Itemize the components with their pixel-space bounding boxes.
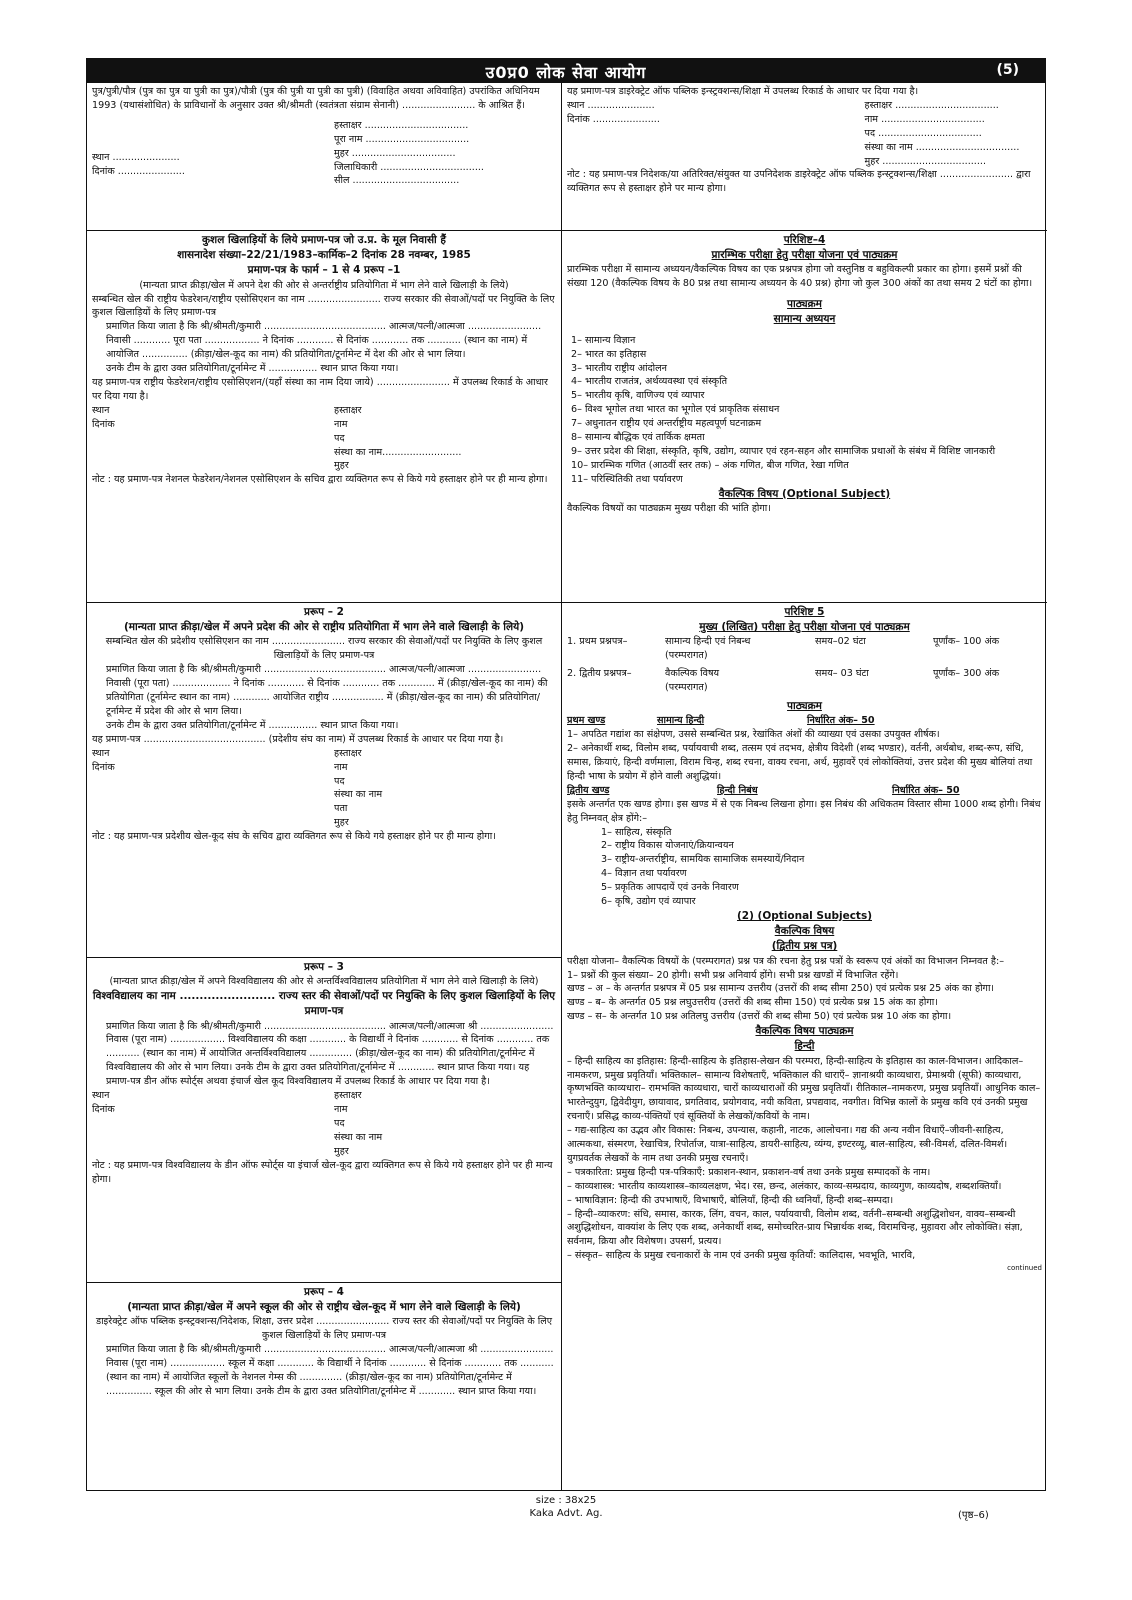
sig-line: मुहर	[334, 460, 349, 472]
list-item: 1– साहित्य, संस्कृति	[601, 826, 672, 838]
paper-subject-sub: (परम्परागत)	[665, 650, 708, 662]
signature-block	[805, 99, 1043, 169]
list-item: 6– विश्व भूगोल तथा भारत का भूगोल एवं प्राकृतिक संसाधन	[571, 404, 780, 416]
page-number: (5)	[996, 62, 1019, 78]
sig-line: हस्ताक्षर ..................................	[334, 119, 469, 131]
part-title: प्रथम खण्ड	[567, 715, 606, 727]
paragraph: प्रमाणित किया जाता है कि श्री/श्रीमती/कुमारी ........................................ आत्मज/पत्नी/आत्मजा ........................ निवासी ............ पूरा पता .................. ने दिनांक ............ से दिनांक ............ तक ........... (स्थान का नाम) में आयोजित ............... (क्रीड़ा/खेल-कूद का नाम) की प्रतियोगिता/टूर्नामेन्ट में देश की ओर से भाग लिया।	[106, 321, 542, 361]
signature-block	[324, 404, 556, 474]
signature-block	[324, 1089, 556, 1159]
sig-line: पता	[334, 803, 348, 815]
paragraph: खण्ड – ब– के अन्तर्गत 05 प्रश्न लघुउत्तरीय (उत्तरों की शब्द सीमा 150) एवं प्रत्येक प्रश्न 15 अंक का होगा।	[567, 997, 938, 1009]
place-label: स्थान	[92, 747, 110, 759]
sig-line: संस्था का नाम	[334, 789, 383, 801]
section-heading: प्ररूप – 2	[304, 606, 344, 618]
part-heading-row	[567, 784, 1042, 798]
list-item: 4– भारतीय राजतंत्र, अर्थव्यवस्था एवं संस्कृति	[571, 376, 728, 388]
list-item: 9– उत्तर प्रदेश की शिक्षा, संस्कृति, कृषि, उद्योग, व्यापार एवं रहन-सहन और सामाजिक प्रथाओं के संबंध में विशिष्ट जानकारी	[571, 445, 996, 457]
date-label: दिनांक	[92, 761, 115, 773]
page	[86, 58, 1046, 1491]
paragraph: प्रमाणित किया जाता है कि श्री/श्रीमती/कुमारी ........................................ आत्मज/पत्नी/आत्मजा ........................ निवासी (पूरा पता) ................... ने दिनांक ............ से दिनांक ............ तक ............ में (क्रीड़ा/खेल-कूद का नाम) की प्रतियोगिता (टूर्नामेन्ट स्थान का नाम) ............ आयोजित राष्ट्रीय ................. में (क्रीड़ा/खेल-कूद का नाम) की प्रतियोगिता/टूर्नामेन्ट में प्रदेश की ओर से भाग लिया।	[106, 664, 548, 717]
paragraph: सम्बन्धित खेल की राष्ट्रीय फेडरेशन/राष्ट्रीय एसोसिएशन का नाम ........................ राज्य सरकार की सेवाओं/पदों पर नियुक्ति के लिए कुशल खिलाड़ियों के लिए प्रमाण-पत्र	[92, 293, 555, 319]
paper-subject	[665, 667, 815, 695]
paper-marks: पूर्णांक– 300 अंक	[933, 668, 1000, 680]
place-label: स्थान ......................	[92, 151, 180, 163]
section-heading: पाठ्यक्रम	[787, 700, 822, 713]
sig-line: नाम	[334, 418, 348, 430]
school-certificate-signature-section	[562, 83, 1047, 231]
list-item: 8– सामान्य बौद्धिक एवं तार्किक क्षमता	[571, 432, 705, 444]
date-label: दिनांक ......................	[92, 165, 185, 177]
dependent-certificate-section	[87, 83, 561, 231]
paragraph: – हिन्दी साहित्य का इतिहास: हिन्दी-साहित्य के इतिहास-लेखन की परम्परा, हिन्दी-साहित्य के इतिहास का काल-विभाजन। आदिकाल– नामकरण, प्रमुख प्रवृतियाँ। भक्तिकाल– सामान्य विशेषताएँ, भक्तिकाल की धाराएँ– ज्ञानाश्रयी काव्यधारा, प्रेमाश्रयी (सूफी) काव्यधारा, कृष्णभक्ति काव्यधारा– रामभक्ति काव्यधारा, चारों काव्यधाराओं की प्रमुख प्रवृतियाँ। रीतिकाल–नामकरण, प्रमुख प्रवृतियाँ। आधुनिक काल– भारतेन्दुयुग, द्विवेदीयुग, छायावाद, प्रगतिवाद, प्रयोगवाद, नयी कविता, प्रपद्यवाद, नवगीत। विभिन्न कालों के प्रमुख कवि एवं उनकी प्रमुख रचनाएँ। प्रसिद्ध काव्य-पंक्तियों एवं सूक्तियों के लेखकों/कवियों के नाम।	[567, 1055, 1041, 1123]
section-heading: (मान्यता प्राप्त क्रीड़ा/खेल में अपने स्कूल की ओर से राष्ट्रीय खेल-कूद में भाग लेने वाले खिलाड़ी के लिये)	[127, 1301, 521, 1314]
signature-block	[324, 119, 556, 189]
list-item: 2– भारत का इतिहास	[571, 348, 647, 360]
paper-row	[567, 635, 1042, 663]
list-item: 7– अधुनातन राष्ट्रीय एवं अन्तर्राष्ट्रीय महत्वपूर्ण घटनाक्रम	[571, 418, 762, 430]
ad-size: size : 38x25	[535, 1495, 597, 1506]
list-item: 5– प्रकृतिक आपदायें एवं उनके निवारण	[601, 882, 739, 894]
paper-name: 2. द्वितीय प्रश्नपत्र–	[567, 668, 632, 680]
part-marks: निर्धारित अंक– 50	[807, 715, 875, 727]
sig-line: पूरा नाम ..................................	[334, 133, 470, 145]
section-heading: विश्वविद्यालय का नाम ........................ राज्य स्तर की सेवाओं/पदों पर नियुक्ति के लिए कुशल खिलाड़ियों के लिए प्रमाण-पत्र	[92, 990, 556, 1018]
section-heading: प्रमाण-पत्र के फार्म – 1 से 4 प्ररूप –1	[247, 264, 401, 277]
paragraph: 2– अनेकार्थी शब्द, विलोम शब्द, पर्यायवाची शब्द, तत्सम एवं तदभव, क्षेत्रीय विदेशी (शब्द भण्डार), वर्तनी, अर्थबोध, शब्द-रूप, संधि, समास, क्रियाएं, हिन्दी वर्णमाला, विराम चिन्ह, शब्द रचना, वाक्य रचना, अर्थ, मुहावरें एवं लोकोक्तियां, उत्तर प्रदेश की मुख्य बोलियां तथा हिन्दी भाषा के प्रयोग में होने वाली अशुद्धियां।	[567, 743, 1033, 782]
list-item: 11– परिस्थितिकी तथा पर्यावरण	[571, 473, 683, 485]
section-heading: (मान्यता प्राप्त क्रीड़ा/खेल में अपने प्रदेश की ओर से राष्ट्रीय प्रतियोगिता में भाग लेने वाले खिलाड़ी के लिये)	[123, 621, 525, 634]
sig-line: मुहर ..................................	[864, 155, 986, 167]
agency-name: Kaka Advt. Ag.	[529, 1508, 603, 1519]
paragraph: – काव्यशास्त्र: भारतीय काव्यशास्त्र–काव्यलक्षण, भेद। रस, छन्द, अलंकार, काव्य-सम्प्रदाय, काव्यगुण, काव्यदोष, शब्दशक्तियाँ।	[567, 1180, 1002, 1192]
section-heading: वैकल्पिक विषय	[774, 925, 835, 938]
section-heading: प्ररूप – 3	[304, 961, 344, 973]
sig-line: पद ..................................	[864, 127, 982, 139]
sig-line: हस्ताक्षर	[334, 747, 362, 759]
section-heading: हिन्दी	[794, 1040, 815, 1053]
form-4-section	[87, 1283, 561, 1490]
sig-line: हस्ताक्षर	[334, 404, 362, 416]
section-heading: प्ररूप – 4	[304, 1286, 344, 1298]
sig-line: सील ...................................	[334, 175, 460, 187]
paragraph: 1– प्रश्नों की कुल संख्या– 20 होगी। सभी प्रश्न अनिवार्य होंगे। सभी प्रश्न खण्डों में विभाजित रहेंगे।	[567, 969, 899, 981]
section-heading: पाठ्यक्रम	[787, 298, 822, 311]
paragraph: वैकल्पिक विषयों का पाठ्यक्रम मुख्य परीक्षा की भांति होगा।	[567, 502, 771, 514]
paper-subject	[665, 635, 815, 663]
sig-line: नाम ..................................	[864, 113, 985, 125]
paragraph: खण्ड – अ – के अन्तर्गत प्रश्नपत्र में 05 प्रश्न सामान्य उत्तरीय (उत्तरों की शब्द सीमा 250) एवं प्रत्येक प्रश्न 25 अंक का होगा।	[567, 983, 995, 995]
list-item: 6– कृषि, उद्योग एवं व्यापार	[601, 896, 696, 908]
list-item: 3– भारतीय राष्ट्रीय आंदोलन	[571, 362, 667, 374]
appendix-4-section	[562, 231, 1047, 603]
list-item: 3– राष्ट्रीय-अन्तर्राष्ट्रीय, सामयिक सामाजिक समस्यायें/निदान	[601, 854, 805, 866]
place-label: स्थान	[92, 1090, 110, 1102]
paragraph: – गद्य-साहित्य का उद्भव और विकास: निबन्ध, उपन्यास, कहानी, नाटक, आलोचना। गद्य की अन्य नवीन विधाएँ–जीवनी-साहित्य, आत्मकथा, संस्मरण, रेखाचित्र, रिपोर्ताज, यात्रा-साहित्य, डायरी-साहित्य, व्यंग्य, इण्टरव्यू, बाल-साहित्य, स्त्री-विमर्श, दलित-विमर्श। युगप्रवर्तक लेखकों के नाम तथा उनकी प्रमुख रचनाएँ।	[567, 1125, 1008, 1164]
essay-topics-list	[567, 826, 1042, 909]
sig-line: संस्था का नाम ..................................	[864, 141, 1020, 153]
date-label: दिनांक	[92, 418, 115, 430]
section-heading: वैकल्पिक विषय (Optional Subject)	[718, 487, 891, 500]
list-item: 1– सामान्य विज्ञान	[571, 334, 636, 346]
sig-line: पद	[334, 432, 345, 444]
paper-subject-text: वैकल्पिक विषय	[665, 668, 720, 680]
dependent-text: पुत्र/पुत्री/पौत्र (पुत्र का पुत्र या पुत्री का पुत्र)/पौत्री (पुत्र की पुत्री या पुत्री का पुत्री) (विवाहित अथवा अविवाहित) उपरांकित अधिनियम 1993 (यथासंशोधित) के प्राविधानों के अनुसार उक्त श्री/श्रीमती (स्वतंत्रता संग्राम सेनानी) ........................ के आश्रित हैं।	[92, 86, 540, 111]
paper-time: समय– 03 घंटा	[815, 668, 869, 680]
paragraph: खण्ड – स– के अन्तर्गत 10 प्रश्न अतिलघु उत्तरीय (उत्तरों की शब्द सीमा 50) एवं प्रत्येक प्रश्न 10 अंक का होगा।	[567, 1011, 952, 1023]
paragraph: – हिन्दी–व्याकरण: संधि, समास, कारक, लिंग, वचन, काल, पर्यायवाची, विलोम शब्द, वर्तनी–सम्बन्धी अशुद्धिशोधन, वाक्य–सम्बन्धी अशुद्धिशोधन, वाक्यांश के लिए एक शब्द, अनेकार्थी शब्द, समोच्चरित-प्राय भिन्नार्थक शब्द, विरामचिन्ह, मुहावरा और लोकोक्ति। संज्ञा, सर्वनाम, क्रिया और विशेषण। उपसर्ग, प्रत्यय।	[567, 1208, 1023, 1248]
list-item: 10– प्रारम्भिक गणित (आठवीं स्तर तक) – अंक गणित, बीज गणित, रेखा गणित	[571, 459, 849, 471]
section-heading: (2) (Optional Subjects)	[736, 909, 872, 922]
form-3-section	[87, 958, 561, 1283]
paper-row	[567, 667, 1042, 695]
date-label: दिनांक ......................	[567, 113, 660, 125]
list-item: 5– भारतीय कृषि, वाणिज्य एवं व्यापार	[571, 390, 705, 402]
sig-line: मुहर	[334, 817, 349, 829]
sig-line: नाम	[334, 1104, 348, 1115]
paper-name: 1. प्रथम प्रश्नपत्र–	[567, 636, 628, 648]
date-label: दिनांक	[92, 1104, 115, 1115]
appendix-5-section	[562, 603, 1047, 1490]
list-item: 2– राष्ट्रीय विकास योजनाएं/क्रियान्वयन	[601, 840, 734, 852]
paragraph: यह प्रमाण-पत्र राष्ट्रीय फेडरेशन/राष्ट्रीय एसोसिएशन/(यहाँ संस्था का नाम दिया जाये) ........................ में उपलब्ध रिकार्ड के आधार पर दिया गया है।	[92, 377, 548, 402]
signature-block	[324, 747, 556, 830]
section-heading: कुशल खिलाड़ियों के लिये प्रमाण-पत्र जो उ.प्र. के मूल निवासी हैं	[201, 234, 447, 246]
paragraph: यह प्रमाण-पत्र डाइरेक्ट्रेट ऑफ पब्लिक इन्स्ट्रक्शन्स/शिक्षा में उपलब्ध रिकार्ड के आधार पर दिया गया है।	[567, 86, 919, 97]
sig-line: मुहर ..................................	[334, 147, 456, 159]
paragraph: – संस्कृत– साहित्य के प्रमुख रचनाकारों के नाम एवं उनकी प्रमुख कृतियाँ: कालिदास, भवभूति, भारवि,	[567, 1250, 916, 1262]
section-heading: प्रारम्भिक परीक्षा हेतु परीक्षा योजना एवं पाठ्यक्रम	[711, 249, 898, 262]
list-item: 4– विज्ञान तथा पर्यावरण	[601, 868, 687, 880]
paragraph: – पत्रकारिता: प्रमुख हिन्दी पत्र-पत्रिकाएँ: प्रकाशन-स्थान, प्रकाशन-वर्ष तथा उनके प्रमुख सम्पादकों के नाम।	[567, 1166, 931, 1178]
note: नोट : यह प्रमाण-पत्र प्रदेशीय खेल-कूद संघ के सचिव द्वारा व्यक्तिगत रूप से किये गये हस्ताक्षर होने पर ही मान्य होगा।	[92, 831, 496, 843]
place-label: स्थान	[92, 404, 110, 416]
footer-page-number: (पृष्ठ–6)	[958, 1510, 989, 1521]
part-heading-row	[567, 714, 1042, 728]
note: नोट : यह प्रमाण-पत्र विश्वविद्यालय के डीन ऑफ स्पोर्ट्स या इंचार्ज खेल-कूद द्वारा व्यक्तिगत रूप से किये गये हस्ताक्षर होने पर ही मान्य होगा।	[92, 1159, 553, 1185]
note: नोट : यह प्रमाण-पत्र नेशनल फेडरेशन/नेशनल एसोसिएशन के सचिव द्वारा व्यक्तिगत रूप से किये गये हस्ताक्षर होने पर ही मान्य होगा।	[92, 474, 548, 486]
sig-line: हस्ताक्षर ..................................	[864, 99, 999, 111]
paper-marks: पूर्णांक– 100 अंक	[933, 636, 1000, 648]
section-heading: (द्वितीय प्रश्न पत्र)	[771, 940, 838, 953]
section-heading: परिशिष्ट 5	[784, 606, 825, 618]
sig-line: जिलाधिकारी ..................................	[334, 161, 484, 173]
paragraph: इसके अन्तर्गत एक खण्ड होगा। इस खण्ड में से एक निबन्ध लिखना होगा। इस निबंध की अधिकतम विस्तार सीमा 1000 शब्द होगी। निबंध हेतु निम्नवत् क्षेत्र होंगे:–	[567, 798, 1041, 824]
place-label: स्थान ......................	[567, 99, 655, 111]
right-column	[562, 83, 1047, 1490]
sig-line: संस्था का नाम..........................	[334, 446, 462, 458]
paragraph: प्रमाणित किया जाता है कि श्री/श्रीमती/कुमारी ........................................ आत्मज/पत्नी/आत्मजा श्री ........................ निवास (पूरा नाम) .................. विश्वविद्यालय की कक्षा ............ के विद्यार्थी ने दिनांक ............ से दिनांक ............ तक ........... (स्थान का नाम) में आयोजित अन्तर्विश्वविद्यालय .............. (क्रीड़ा/खेल-कूद का नाम) की प्रतियोगिता/टूर्नामेन्ट में विश्वविद्यालय की ओर से भाग लिया। उनके टीम के द्वारा उक्त प्रतियोगिता/टूर्नामेन्ट में ............ स्थान प्राप्त किया गया। यह प्रमाण-पत्र डीन ऑफ स्पोर्ट्स अथवा इंचार्ज खेल कूद विश्वविद्यालय में उपलब्ध रिकार्ड के आधार पर दिया गया है।	[106, 1020, 554, 1088]
sig-line: हस्ताक्षर	[334, 1090, 362, 1102]
paragraph: 1– अपठित गद्यांश का संक्षेपण, उससे सम्बन्धित प्रश्न, रेखांकित अंशों की व्याख्या एवं उसका उपयुक्त शीर्षक।	[567, 729, 940, 741]
paper-subject-text: सामान्य हिन्दी एवं निबन्ध	[665, 636, 751, 648]
sig-line: मुहर	[334, 1145, 349, 1157]
sig-line: पद	[334, 775, 345, 787]
paragraph: – भाषाविज्ञान: हिन्दी की उपभाषाएँ, विभाषाएँ, बोलियाँ, हिन्दी की ध्वनियाँ, हिन्दी शब्द–सम्पदा।	[567, 1194, 894, 1206]
section-heading: मुख्य (लिखित) परीक्षा हेतु परीक्षा योजना एवं पाठ्यक्रम	[699, 621, 910, 634]
section-subheading: (मान्यता प्राप्त क्रीड़ा/खेल में अपने देश की ओर से अन्तर्राष्ट्रीय प्रतियोगिता में भाग लेने वाले खिलाड़ी के लिये)	[139, 279, 509, 291]
sig-line: संस्था का नाम	[334, 1131, 383, 1143]
form-1-section	[87, 231, 561, 603]
paragraph: डाइरेक्ट्रेट ऑफ पब्लिक इन्स्ट्रक्शन्स/निदेशक, शिक्षा, उत्तर प्रदेश ........................ राज्य स्तर की सेवाओं/पदों पर नियुक्ति के लिए कुशल खिलाड़ियों के लिए प्रमाण-पत्र	[95, 1316, 553, 1342]
part-subject: सामान्य हिन्दी	[657, 715, 705, 727]
section-heading: परिशिष्ट–4	[783, 234, 826, 246]
general-studies-list	[567, 334, 1042, 487]
paragraph: प्रारम्भिक परीक्षा में सामान्य अध्ययन/वैकल्पिक विषय का एक प्रश्नपत्र होगा जो वस्तुनिष्ठ व बहुविकल्पी प्रकार का होगा। इसमें प्रश्नों की संख्या 120 (वैकल्पिक विषय के 80 प्रश्न तथा सामान्य अध्ययन के 40 प्रश्न) होगा जो कुल 300 अंकों का तथा समय 2 घंटों का होगा।	[567, 264, 1033, 290]
section-heading: वैकल्पिक विषय पाठ्यक्रम	[755, 1025, 854, 1038]
paragraph: प्रमाणित किया जाता है कि श्री/श्रीमती/कुमारी ........................................ आत्मज/पत्नी/आत्मजा श्री ........................ निवास (पूरा नाम) .................. स्कूल में कक्षा ............ के विद्यार्थी ने दिनांक ............ से दिनांक ............ तक ........... (स्थान का नाम) में आयोजित स्कूलों के नेशनल गेम्स की .............. (क्रीड़ा/खेल-कूद का नाम) प्रतियोगिता/टूर्नामेन्ट में ............... स्कूल की ओर से भाग लिया। उनके टीम के द्वारा उक्त प्रतियोगिता/टूर्नामेन्ट में ............ स्थान प्राप्त किया गया।	[106, 1344, 554, 1397]
paragraph: परीक्षा योजना– वैकल्पिक विषयों के (परम्परागत) प्रश्न पत्र की रचना हेतु प्रश्न पत्रों के स्वरूप एवं अंकों का विभाजन निम्नवत है:–	[567, 955, 1005, 967]
paragraph: उनके टीम के द्वारा उक्त प्रतियोगिता/टूर्नामेन्ट में ................ स्थान प्राप्त किया गया।	[106, 719, 399, 731]
part-subject: हिन्दी निबंध	[717, 784, 758, 796]
paragraph: उनके टीम के द्वारा उक्त प्रतियोगिता/टूर्नामेन्ट में ................ स्थान प्राप्त किया गया।	[106, 363, 399, 375]
form-2-section	[87, 603, 561, 958]
sig-line: पद	[334, 1117, 345, 1129]
continued-label: continued	[1007, 1264, 1042, 1273]
part-marks: निर्धारित अंक– 50	[892, 784, 960, 796]
paragraph: यह प्रमाण-पत्र ........................................ (प्रदेशीय संघ का नाम) में उपलब्ध रिकार्ड के आधार पर दिया गया है।	[92, 733, 504, 745]
page-title: उ0प्र0 लोक सेवा आयोग	[485, 63, 647, 82]
sig-line: नाम	[334, 761, 348, 773]
left-column	[87, 83, 562, 1490]
section-heading: शासनादेश संख्या–22/21/1983–कार्मिक–2 दिनांक 28 नवम्बर, 1985	[177, 249, 471, 262]
part-title: द्वितीय खण्ड	[567, 784, 610, 796]
paper-subject-sub: (परम्परागत)	[665, 682, 708, 694]
header-bar	[87, 59, 1045, 83]
paper-time: समय–02 घंटा	[815, 636, 866, 648]
section-heading: सामान्य अध्ययन	[773, 313, 836, 326]
section-subheading: (मान्यता प्राप्त क्रीड़ा/खेल में अपने विश्वविद्यालय की ओर से अन्तर्विश्वविद्यालय प्रतियोगिता में भाग लेने वाले खिलाड़ी के लिये)	[109, 976, 539, 988]
note: नोट : यह प्रमाण-पत्र निदेशक/या अतिरिक्त/संयुक्त या उपनिदेशक डाइरेक्ट्रेट ऑफ पब्लिक इन्स्ट्रक्शन्स/शिक्षा ........................ द्वारा व्यक्तिगत रूप से हस्ताक्षर होने पर मान्य होगा।	[567, 169, 1031, 195]
paragraph: सम्बन्धित खेल की प्रदेशीय एसोसिएशन का नाम ........................ राज्य सरकार की सेवाओं/पदों पर नियुक्ति के लिए कुशल खिलाड़ियों के लिए प्रमाण-पत्र	[105, 636, 543, 662]
